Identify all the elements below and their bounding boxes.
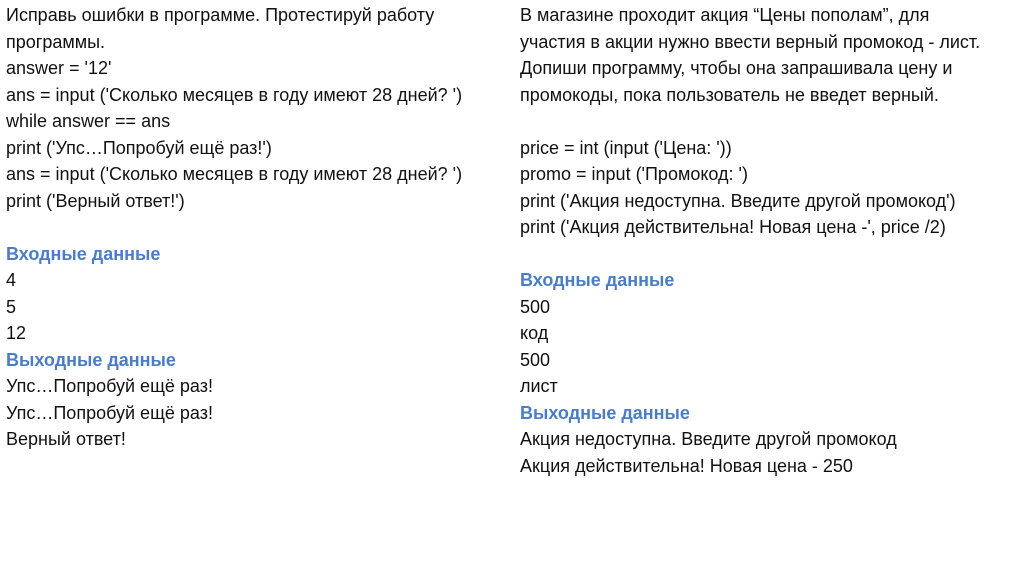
task-text-line: программы. xyxy=(6,31,106,52)
output-data-heading: Выходные данные xyxy=(520,402,690,423)
input-value: 4 xyxy=(6,270,17,290)
code-line: print ('Упс…Попробуй ещё раз!') xyxy=(6,137,272,158)
spacer xyxy=(6,214,506,241)
input-data-heading: Входные данные xyxy=(6,243,161,264)
input-value: код xyxy=(520,323,549,343)
spacer xyxy=(520,241,1020,268)
output-value: Верный ответ! xyxy=(6,429,126,449)
task-text-line: промокоды, пока пользователь не введет верный. xyxy=(520,84,939,105)
input-value: 500 xyxy=(520,349,551,370)
code-line: print ('Акция действительна! Новая цена -', price /2) xyxy=(520,217,946,237)
task-text-line: участия в акции нужно ввести верный промокод - лист. xyxy=(520,31,981,52)
code-line: print ('Акция недоступна. Введите другой промокод') xyxy=(520,190,956,211)
output-value: Акция недоступна. Введите другой промокод xyxy=(520,429,897,449)
code-line: print ('Верный ответ!') xyxy=(6,190,185,211)
output-data-heading: Выходные данные xyxy=(6,349,176,370)
output-value: Упс…Попробуй ещё раз! xyxy=(6,376,213,396)
input-value: 12 xyxy=(6,323,27,343)
spacer xyxy=(520,108,1020,135)
code-line: ans = input ('Сколько месяцев в году имеют 28 дней? ') xyxy=(6,164,463,184)
task-text-line: В магазине проходит акция “Цены пополам”, для xyxy=(520,5,930,25)
input-value: лист xyxy=(520,376,558,396)
input-data-heading: Входные данные xyxy=(520,270,675,290)
code-line: while answer == ans xyxy=(6,111,171,131)
task-text-line: Допиши программу, чтобы она запрашивала цену и xyxy=(520,58,953,78)
left-task-column xyxy=(6,2,506,453)
code-line: promo = input ('Промокод: ') xyxy=(520,164,748,184)
code-line: ans = input ('Сколько месяцев в году имеют 28 дней? ') xyxy=(6,84,463,105)
code-line: answer = '12' xyxy=(6,58,112,78)
code-line: price = int (input ('Цена: ')) xyxy=(520,137,732,158)
right-task-column xyxy=(520,2,1020,479)
output-value: Акция действительна! Новая цена - 250 xyxy=(520,455,853,476)
task-text-line: Исправь ошибки в программе. Протестируй работу xyxy=(6,5,435,25)
input-value: 5 xyxy=(6,296,17,317)
input-value: 500 xyxy=(520,296,551,317)
output-value: Упс…Попробуй ещё раз! xyxy=(6,402,213,423)
